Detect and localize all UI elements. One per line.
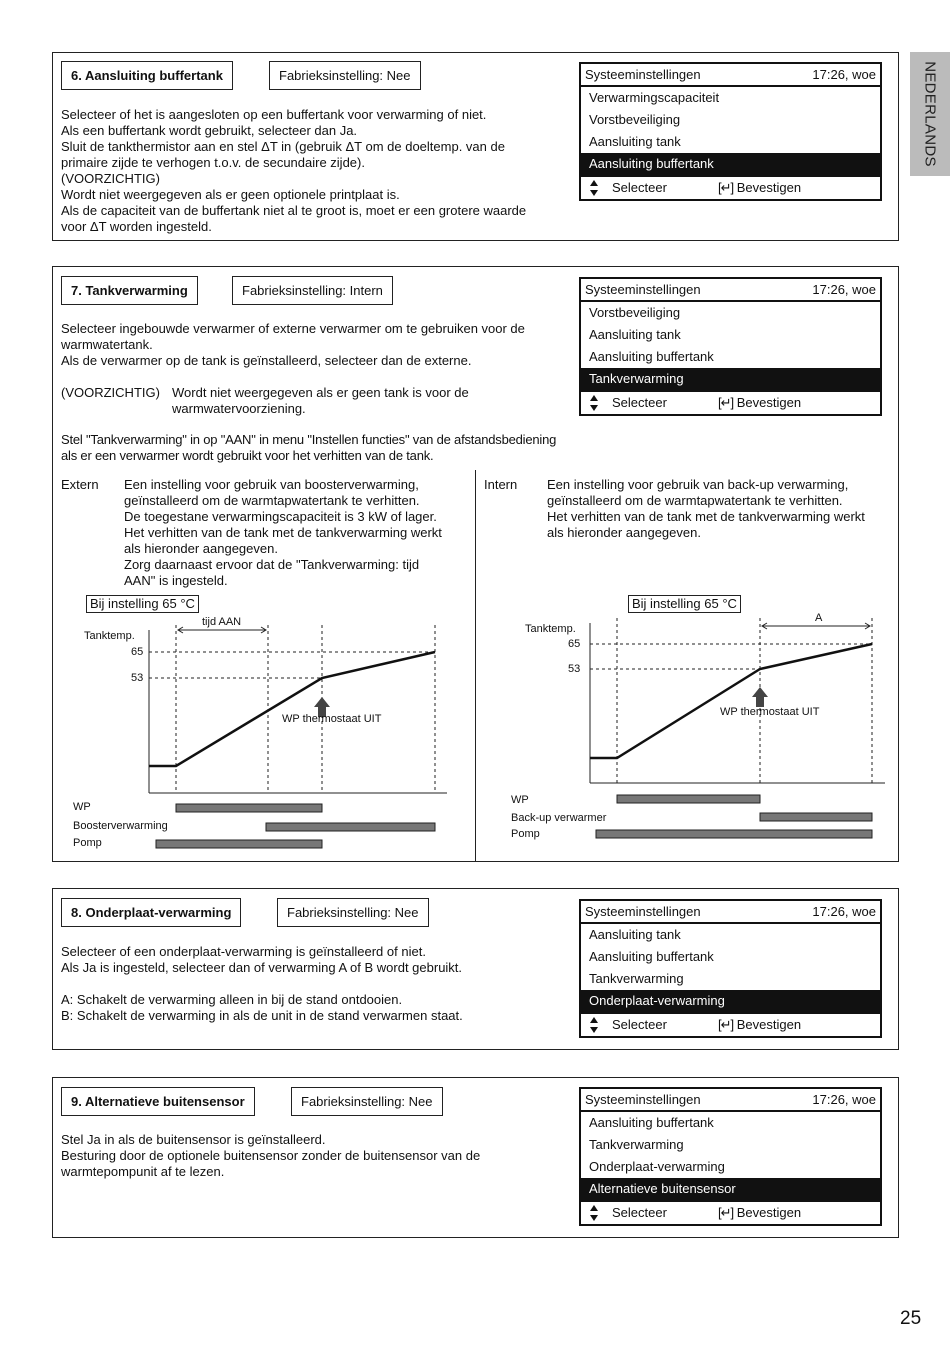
text-line: geïnstalleerd om de warmtapwatertank te verhitten. <box>124 493 420 508</box>
text-line: Selecteer of het is aangesloten op een buffertank voor verwarming of niet. <box>61 107 487 122</box>
extern-row-pump: Pomp <box>73 837 102 849</box>
bar-wp <box>176 804 322 812</box>
extern-label: Extern <box>61 477 99 492</box>
text-line: Wordt niet weergegeven als er geen optionele printplaat is. <box>61 187 400 202</box>
intern-a-label: A <box>815 612 823 624</box>
text-line: (VOORZICHTIG) <box>61 171 160 186</box>
text-line: Als Ja is ingesteld, selecteer dan of verwarming A of B wordt gebruikt. <box>61 960 463 975</box>
section-9-menu <box>579 1087 882 1226</box>
up-down-arrows-icon <box>590 1205 599 1221</box>
menu-item[interactable]: Tankverwarming <box>589 971 684 986</box>
section-6-text <box>61 107 526 235</box>
menu-time: 17:26, woe <box>812 904 876 919</box>
bar-backup <box>760 813 872 821</box>
caution-text <box>172 385 469 417</box>
confirm-label: Bevestigen <box>736 180 802 195</box>
language-tab-label: NEDERLANDS <box>921 61 939 167</box>
section-8-title: 8. Onderplaat-verwarming <box>61 898 241 927</box>
text-line: primaire zijde te verhogen t.o.v. de secundaire zijde). <box>61 155 365 170</box>
intern-thermostat-label: WP thermostaat UIT <box>720 706 820 718</box>
text-line: geïnstalleerd om de warmtapwatertank te verhitten. <box>547 493 843 508</box>
section-7-note <box>61 432 556 464</box>
menu-item[interactable]: Vorstbeveiliging <box>589 305 681 320</box>
text-line: als hieronder aangegeven. <box>547 525 701 540</box>
section-8-menu <box>579 899 882 1038</box>
menu-item[interactable]: Aansluiting buffertank <box>589 349 714 364</box>
text-line: Als een buffertank wordt gebruikt, selecteer dan Ja. <box>61 123 358 138</box>
intern-setting-label: Bij instelling 65 °C <box>628 595 741 613</box>
enter-icon: [↵] <box>718 180 734 195</box>
section-8-text <box>61 944 463 1024</box>
confirm-area <box>718 392 801 414</box>
intern-row-pump: Pomp <box>511 828 540 840</box>
text-line: Besturing door de optionele buitensensor zonder de buitensensor van de <box>61 1148 481 1163</box>
confirm-area <box>718 1014 801 1036</box>
text-line: A: Schakelt de verwarming alleen in bij de stand ontdooien. <box>61 992 403 1007</box>
menu-item[interactable]: Onderplaat-verwarming <box>589 1159 725 1174</box>
extern-thermostat-label: WP thermostaat UIT <box>282 713 382 725</box>
intern-y65: 65 <box>568 638 581 650</box>
up-down-arrows-icon <box>590 180 599 196</box>
menu-item[interactable]: Aansluiting buffertank <box>589 949 714 964</box>
menu-item[interactable]: Aansluiting tank <box>589 327 681 342</box>
select-label: Selecteer <box>612 180 667 195</box>
extern-diagram <box>52 615 472 855</box>
enter-icon: [↵] <box>718 1205 734 1220</box>
menu-footer <box>581 390 880 414</box>
section-7-title: 7. Tankverwarming <box>61 276 198 305</box>
text-line: voor ΔT worden ingesteld. <box>61 219 212 234</box>
confirm-area <box>718 1202 801 1224</box>
menu-time: 17:26, woe <box>812 1092 876 1107</box>
section-7-menu <box>579 277 882 416</box>
menu-footer <box>581 1012 880 1036</box>
menu-header <box>581 64 880 87</box>
enter-icon: [↵] <box>718 395 734 410</box>
extern-y65: 65 <box>131 646 144 658</box>
text-line: Het verhitten van de tank met de tankverwarming werkt <box>124 525 442 540</box>
extern-y53: 53 <box>131 672 144 684</box>
text-line: warmtepompunit af te lezen. <box>61 1164 225 1179</box>
bar-pump <box>596 830 872 838</box>
menu-item[interactable]: Aansluiting tank <box>589 134 681 149</box>
confirm-label: Bevestigen <box>736 395 802 410</box>
menu-item-selected[interactable]: Tankverwarming <box>581 368 880 390</box>
section-6-title: 6. Aansluiting buffertank <box>61 61 233 90</box>
text-line: warmwatervoorziening. <box>172 401 306 416</box>
menu-footer <box>581 1200 880 1224</box>
text-line: Selecteer ingebouwde verwarmer of externe verwarmer om te gebruiken voor de <box>61 321 525 336</box>
text-line: warmwatertank. <box>61 337 153 352</box>
menu-item[interactable]: Tankverwarming <box>589 1137 684 1152</box>
menu-item[interactable]: Aansluiting buffertank <box>589 1115 714 1130</box>
select-label: Selecteer <box>612 1017 667 1032</box>
text-line: Zorg daarnaast ervoor dat de "Tankverwarming: tijd <box>124 557 420 572</box>
page-number: 25 <box>900 1308 922 1329</box>
intern-label: Intern <box>484 477 518 492</box>
extern-row-wp: WP <box>73 801 91 813</box>
temperature-curve <box>590 644 872 758</box>
text-line: Sluit de tankthermistor aan en stel ΔT in (gebruik ΔT om de doeltemp. van de <box>61 139 505 154</box>
menu-item-selected[interactable]: Onderplaat-verwarming <box>581 990 880 1012</box>
intern-text <box>547 477 865 541</box>
text-line: AAN" is ingesteld. <box>124 573 228 588</box>
text-line: Stel Ja in als de buitensensor is geïnstalleerd. <box>61 1132 326 1147</box>
section-6-menu <box>579 62 882 201</box>
intern-diagram <box>480 610 895 845</box>
menu-header <box>581 279 880 302</box>
text-line: Als de capaciteit van de buffertank niet al te groot is, moet er een grotere waarde <box>61 203 527 218</box>
section-8-factory-setting: Fabrieksinstelling: Nee <box>277 898 429 927</box>
text-line: Het verhitten van de tank met de tankverwarming werkt <box>547 509 865 524</box>
language-tab <box>910 52 950 176</box>
column-divider <box>475 470 476 862</box>
section-9-title: 9. Alternatieve buitensensor <box>61 1087 255 1116</box>
text-line: B: Schakelt de verwarming in als de unit in de stand verwarmen staat. <box>61 1008 463 1023</box>
up-down-arrows-icon <box>590 395 599 411</box>
menu-footer <box>581 175 880 199</box>
extern-setting-label: Bij instelling 65 °C <box>86 595 199 613</box>
menu-title: Systeeminstellingen <box>585 282 701 297</box>
menu-header <box>581 901 880 924</box>
text-line: Stel "Tankverwarming" in op "AAN" in menu "Instellen functies" van de afstandsbediening <box>61 432 557 447</box>
extern-time-on: tijd AAN <box>202 616 242 628</box>
intern-row-wp: WP <box>511 794 529 806</box>
up-down-arrows-icon <box>590 1017 599 1033</box>
text-line: Selecteer of een onderplaat-verwarming is geïnstalleerd of niet. <box>61 944 426 959</box>
section-9-text <box>61 1132 480 1180</box>
menu-time: 17:26, woe <box>812 67 876 82</box>
extern-text <box>124 477 442 589</box>
text-line: Een instelling voor gebruik van back-up verwarming, <box>547 477 849 492</box>
text-line: als er een verwarmer wordt gebruikt voor het verhitten van de tank. <box>61 448 434 463</box>
intern-tank-temp: Tanktemp. <box>525 623 576 635</box>
menu-title: Systeeminstellingen <box>585 904 701 919</box>
select-label: Selecteer <box>612 1205 667 1220</box>
menu-item[interactable]: Vorstbeveiliging <box>589 112 681 127</box>
bar-pump <box>156 840 322 848</box>
caution-label: (VOORZICHTIG) <box>61 385 160 400</box>
text-line: De toegestane verwarmingscapaciteit is 3 kW of lager. <box>124 509 437 524</box>
menu-item[interactable]: Verwarmingscapaciteit <box>589 90 720 105</box>
menu-header <box>581 1089 880 1112</box>
section-7-text <box>61 321 525 369</box>
text-line: Als de verwarmer op de tank is geïnstalleerd, selecteer dan de externe. <box>61 353 472 368</box>
bar-booster <box>266 823 435 831</box>
confirm-label: Bevestigen <box>736 1017 802 1032</box>
extern-tank-temp: Tanktemp. <box>84 630 135 642</box>
menu-item-selected[interactable]: Alternatieve buitensensor <box>581 1178 880 1200</box>
select-label: Selecteer <box>612 395 667 410</box>
menu-title: Systeeminstellingen <box>585 67 701 82</box>
bar-wp <box>617 795 760 803</box>
section-9-factory-setting: Fabrieksinstelling: Nee <box>291 1087 443 1116</box>
text-line: Een instelling voor gebruik van boosterverwarming, <box>124 477 419 492</box>
section-6-factory-setting: Fabrieksinstelling: Nee <box>269 61 421 90</box>
menu-title: Systeeminstellingen <box>585 1092 701 1107</box>
text-line: Wordt niet weergegeven als er geen tank is voor de <box>172 385 469 400</box>
menu-item-selected[interactable]: Aansluiting buffertank <box>581 153 880 175</box>
confirm-label: Bevestigen <box>736 1205 802 1220</box>
menu-time: 17:26, woe <box>812 282 876 297</box>
text-line <box>61 976 463 992</box>
intern-row-backup: Back-up verwarmer <box>511 812 607 824</box>
text-line: als hieronder aangegeven. <box>124 541 278 556</box>
extern-row-booster: Boosterverwarming <box>73 820 168 832</box>
menu-item[interactable]: Aansluiting tank <box>589 927 681 942</box>
temperature-curve <box>149 652 435 766</box>
enter-icon: [↵] <box>718 1017 734 1032</box>
section-7-factory-setting: Fabrieksinstelling: Intern <box>232 276 393 305</box>
confirm-area <box>718 177 801 199</box>
thermostat-arrow-icon <box>752 687 768 707</box>
intern-y53: 53 <box>568 663 581 675</box>
